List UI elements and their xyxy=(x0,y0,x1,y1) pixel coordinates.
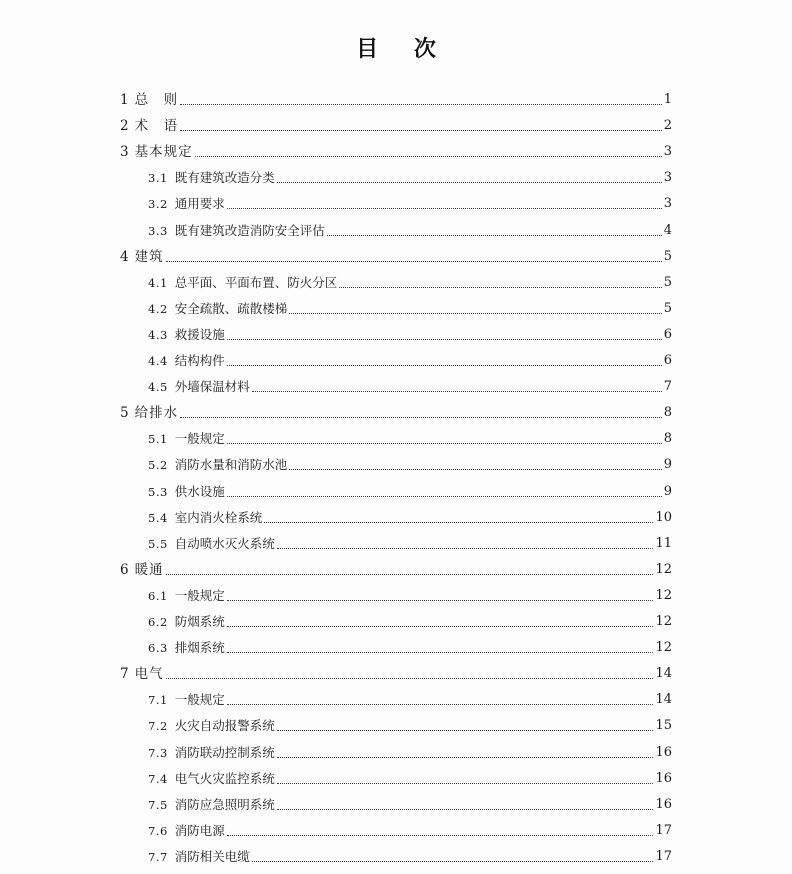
dot-leader xyxy=(227,496,662,497)
toc-entry-title: 室内消火栓系统 xyxy=(174,509,263,525)
toc-page-number: 12 xyxy=(655,640,672,656)
dot-leader xyxy=(227,626,654,627)
dot-leader xyxy=(252,861,654,862)
toc-chapter-entry xyxy=(120,90,672,110)
toc-entry-number: 4.5 xyxy=(148,380,168,395)
toc-entry-title: 自动喷水灭火系统 xyxy=(174,535,275,551)
toc-page-number: 5 xyxy=(663,300,672,316)
toc-entry-title: 给排水 xyxy=(134,405,179,422)
toc-entry-number: 4.4 xyxy=(148,354,168,368)
toc-entry-number: 7.1 xyxy=(148,693,168,708)
toc-page-number: 7 xyxy=(663,379,672,395)
toc-page-number: 5 xyxy=(663,248,672,264)
toc-entry-title: 建筑 xyxy=(134,248,164,265)
toc-section-entry xyxy=(148,586,672,606)
toc-entry-title: 外墙保温材料 xyxy=(174,379,250,395)
toc-entry-title: 一般规定 xyxy=(174,587,225,603)
toc-entry-title: 消防联动控制系统 xyxy=(174,744,275,760)
toc-section-entry xyxy=(148,455,672,475)
toc-page-number: 3 xyxy=(663,170,672,186)
toc-section-entry xyxy=(148,716,672,736)
dot-leader xyxy=(227,365,662,366)
toc-section-entry xyxy=(148,690,672,710)
toc-chapter-entry xyxy=(120,664,672,684)
toc-entry-title: 排烟系统 xyxy=(174,640,225,656)
toc-section-entry xyxy=(148,377,672,397)
dot-leader xyxy=(289,313,661,314)
dot-leader xyxy=(339,287,661,288)
toc-entry-number: 7.5 xyxy=(148,797,168,812)
dot-leader xyxy=(277,548,654,549)
toc-page-number: 6 xyxy=(663,326,672,342)
toc-section-entry xyxy=(148,847,672,867)
toc-chapter-entry xyxy=(120,403,672,423)
toc-section-entry xyxy=(148,325,672,345)
toc-entry-number: 7.6 xyxy=(148,823,168,838)
toc-page-number: 9 xyxy=(663,457,672,473)
dot-leader xyxy=(227,339,662,340)
toc-entry-title: 安全疏散、疏散楼梯 xyxy=(174,300,288,316)
dot-leader xyxy=(166,678,654,679)
toc-entry-number: 6 xyxy=(120,561,129,578)
toc-page-number: 12 xyxy=(655,561,672,577)
toc-page-number: 5 xyxy=(663,274,672,290)
toc-page-number: 11 xyxy=(655,535,672,551)
toc-page-number: 12 xyxy=(655,587,672,603)
dot-leader xyxy=(252,391,662,392)
toc-entry-title: 既有建筑改造分类 xyxy=(174,170,275,186)
dot-leader xyxy=(180,130,662,131)
toc-chapter-entry xyxy=(120,116,672,136)
toc-entry-title: 消防相关电缆 xyxy=(174,848,250,864)
toc-entry-title: 一般规定 xyxy=(174,431,225,447)
dot-leader xyxy=(277,809,654,810)
toc-page-number: 8 xyxy=(663,405,672,421)
toc-section-entry xyxy=(148,168,672,188)
dot-leader xyxy=(264,522,653,523)
toc-entry-title: 基本规定 xyxy=(134,144,193,161)
toc-entry-number: 4.1 xyxy=(148,275,168,290)
toc-page-number: 16 xyxy=(655,770,672,786)
toc-entry-title: 消防电源 xyxy=(174,822,225,838)
toc-section-entry xyxy=(148,194,672,214)
dot-leader xyxy=(227,704,654,705)
toc-page-number: 4 xyxy=(663,222,672,238)
toc-entry-number: 6.2 xyxy=(148,615,168,629)
toc-page-number: 16 xyxy=(655,796,672,812)
toc-entry-title: 火灾自动报警系统 xyxy=(174,718,275,734)
toc-page-number: 3 xyxy=(663,196,672,212)
toc-entry-number: 6.1 xyxy=(148,588,168,603)
toc-entry-number: 2 xyxy=(120,118,129,135)
toc-section-entry xyxy=(148,508,672,528)
dot-leader xyxy=(195,156,662,157)
toc-section-entry xyxy=(148,638,672,658)
dot-leader xyxy=(180,104,662,105)
dot-leader xyxy=(289,469,661,470)
toc-entry-number: 5.1 xyxy=(148,432,168,447)
toc-entry-number: 7.3 xyxy=(148,745,168,760)
toc-entry-number: 4.2 xyxy=(148,301,168,316)
toc-entry-number: 5 xyxy=(120,405,129,422)
toc-page-number: 6 xyxy=(663,353,672,368)
toc-entry-number: 7.2 xyxy=(148,719,168,734)
toc-chapter-entry xyxy=(120,142,672,162)
toc-section-entry xyxy=(148,795,672,815)
toc-entry-title: 电气 xyxy=(134,666,164,683)
page-title: 目 次 xyxy=(356,37,450,62)
toc-page-number: 8 xyxy=(663,431,672,447)
dot-leader xyxy=(327,235,662,236)
toc-page-number: 17 xyxy=(655,822,672,838)
toc-entry-number: 5.4 xyxy=(148,510,168,525)
dot-leader xyxy=(277,730,654,731)
dot-leader xyxy=(227,208,662,209)
toc-entry-number: 6.3 xyxy=(148,641,168,656)
toc-page-number: 16 xyxy=(655,744,672,760)
toc-entry-title: 电气火灾监控系统 xyxy=(174,770,275,786)
toc-section-entry xyxy=(148,482,672,502)
dot-leader xyxy=(166,261,662,262)
toc-entry-title: 防烟系统 xyxy=(174,614,225,629)
toc-entry-number: 3.2 xyxy=(148,197,168,212)
toc-page-number: 3 xyxy=(663,144,672,160)
toc-entry-number: 7 xyxy=(120,666,129,683)
dot-leader xyxy=(277,757,654,758)
toc-section-entry xyxy=(148,534,672,554)
toc-page-number: 12 xyxy=(655,614,672,629)
dot-leader xyxy=(166,574,654,575)
toc-entry-number: 4 xyxy=(120,248,129,265)
toc-entry-title: 总 则 xyxy=(134,92,179,108)
dot-leader xyxy=(227,443,662,444)
toc-entry-title: 结构构件 xyxy=(174,353,225,368)
toc-section-entry xyxy=(148,273,672,293)
toc-entry-number: 3.3 xyxy=(148,223,168,238)
toc-section-entry xyxy=(148,769,672,789)
toc-page-number: 10 xyxy=(655,509,672,525)
toc-entry-number: 3.1 xyxy=(148,171,168,186)
toc-section-entry xyxy=(148,299,672,319)
dot-leader xyxy=(227,600,654,601)
toc-entry-title: 术 语 xyxy=(134,118,179,135)
toc-section-entry xyxy=(148,743,672,763)
toc-page-number: 17 xyxy=(655,848,672,864)
toc-entry-title: 既有建筑改造消防安全评估 xyxy=(174,222,325,238)
toc-entry-number: 5.2 xyxy=(148,458,168,473)
dot-leader xyxy=(180,417,662,418)
toc-entry-number: 7.7 xyxy=(148,849,168,864)
toc-entry-number: 3 xyxy=(120,144,129,161)
toc-entry-number: 7.4 xyxy=(148,771,168,786)
toc-entry-number: 1 xyxy=(120,92,129,108)
toc-page-number: 15 xyxy=(655,718,672,734)
toc-section-entry xyxy=(148,221,672,241)
toc-entry-title: 消防应急照明系统 xyxy=(174,796,275,812)
toc-page-number: 14 xyxy=(655,692,672,708)
toc-entry-title: 暖通 xyxy=(134,561,164,578)
toc-section-entry xyxy=(148,612,672,632)
toc-entry-title: 供水设施 xyxy=(174,483,225,499)
toc-page-number: 9 xyxy=(663,483,672,499)
dot-leader xyxy=(227,652,654,653)
toc-entry-title: 消防水量和消防水池 xyxy=(174,457,288,473)
toc-section-entry xyxy=(148,821,672,841)
toc-entry-number: 5.5 xyxy=(148,536,168,551)
toc-entry-number: 4.3 xyxy=(148,327,168,342)
toc-entry-title: 总平面、平面布置、防火分区 xyxy=(174,274,338,290)
toc-section-entry xyxy=(148,429,672,449)
dot-leader xyxy=(227,835,654,836)
toc-chapter-entry xyxy=(120,560,672,580)
dot-leader xyxy=(277,783,654,784)
toc-entry-title: 通用要求 xyxy=(174,196,225,212)
toc-page-number: 14 xyxy=(655,666,672,682)
toc-chapter-entry xyxy=(120,247,672,267)
toc-section-entry xyxy=(148,351,672,371)
toc-page-number: 2 xyxy=(663,118,672,134)
toc-entry-title: 一般规定 xyxy=(174,692,225,708)
dot-leader xyxy=(277,182,662,183)
toc-entry-title: 救援设施 xyxy=(174,326,225,342)
toc-entry-number: 5.3 xyxy=(148,484,168,499)
toc-page-number: 1 xyxy=(663,92,672,107)
